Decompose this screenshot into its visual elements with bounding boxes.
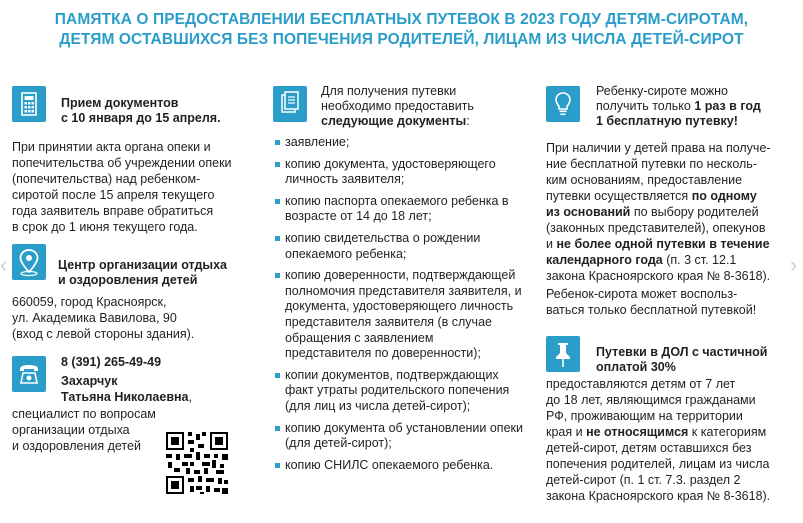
documents-icon	[273, 86, 307, 122]
contact-heading: 8 (391) 265-49-49 Захарчук Татьяна Николаевна,	[61, 355, 192, 404]
phone-icon	[12, 356, 46, 392]
list-item: копию паспорта опекаемого ребенка в возрасте от 14 до 18 лет;	[273, 194, 523, 225]
title-line-1: ПАМЯТКА О ПРЕДОСТАВЛЕНИИ БЕСПЛАТНЫХ ПУТЕВОК В 2023 ГОДУ ДЕТЯМ-СИРОТАМ,	[54, 11, 749, 28]
docs-body: При принятии акта органа опеки и попечительства об учреждении опеки (попечительства) над ребенком- сиротой после 15 апреля текущего года заявитель вправе обратиться в срок до 1 июня текущего года.	[12, 140, 232, 234]
rules-paragraph: При наличии у детей права на получе- ние бесплатной путевки по несколь- ким основаниям, предоставление путевки осуществляется по одному из оснований по выбору родителей (законных представителей), опекунов и не более одной путевки в течение календарного года (п. 3 ст. 12.1 закона Красноярского края № 8-3618).	[546, 141, 771, 283]
next-arrow[interactable]: ›	[790, 252, 798, 277]
calculator-icon	[12, 86, 46, 122]
list-item: копию документа, удостоверяющего личность заявителя;	[273, 157, 523, 188]
phone-number[interactable]: 8 (391) 265-49-49	[61, 355, 162, 369]
center-heading: Центр организации отдыха и оздоровления детей	[58, 258, 228, 287]
qr-code-icon	[164, 430, 230, 496]
list-item: копию СНИЛС опекаемого ребенка.	[273, 458, 523, 474]
list-item: заявление;	[273, 135, 523, 151]
free-only-note: Ребенок-сирота может воспольз- ваться только бесплатной путевкой!	[546, 287, 757, 317]
lightbulb-icon	[546, 86, 580, 122]
person-surname: Захарчук	[61, 374, 118, 388]
page-title	[0, 10, 803, 50]
docs-heading: Прием документов с 10 января до 15 апреля.	[61, 96, 221, 125]
list-item: копии документов, подтверждающих факт утраты родительского попечения (для лиц из числа детей-сирот);	[273, 368, 523, 415]
role: специалист по вопросам организации отдыха и оздоровления детей	[12, 407, 156, 453]
prev-arrow[interactable]: ‹	[0, 252, 8, 277]
person-name: Татьяна Николаевна	[61, 390, 189, 404]
list-item: копию свидетельства о рождении опекаемого ребенка;	[273, 231, 523, 262]
dol-heading: Путевки в ДОЛ с частичной оплатой 30%	[596, 345, 768, 374]
address: 660059, город Красноярск, ул. Академика Вавилова, 90 (вход с левой стороны здания).	[12, 295, 195, 341]
pushpin-icon	[546, 336, 580, 372]
title-line-2: ДЕТЯМ ОСТАВШИХСЯ БЕЗ ПОПЕЧЕНИЯ РОДИТЕЛЕЙ, ЛИЦАМ ИЗ ЧИСЛА ДЕТЕЙ-СИРОТ	[59, 31, 744, 48]
list-item: копию документа об установлении опеки (для детей-сирот);	[273, 421, 523, 452]
dol-body: предоставляются детям от 7 лет до 18 лет, являющимся гражданами РФ, проживающим на территории края и не относящимся к категориям детей-сирот, детям оставшихся без попечения родителей, лицам из числа детей-сирот (п. 1 ст. 7.3. раздел 2 закона Красноярского края № 8-3618).	[546, 377, 771, 503]
documents-heading: Для получения путевки необходимо предоставить следующие документы:	[321, 84, 474, 128]
limit-heading: Ребенку-сироте можно получить только 1 раз в год 1 бесплатную путевку!	[596, 84, 761, 128]
list-item: копию доверенности, подтверждающей полномочия представителя заявителя, и документа, удостоверяющего личность представителя заявителя (в случае обращения с заявлением представителя по доверенности);	[273, 268, 523, 362]
map-pin-icon	[12, 244, 46, 280]
documents-list	[273, 135, 523, 479]
